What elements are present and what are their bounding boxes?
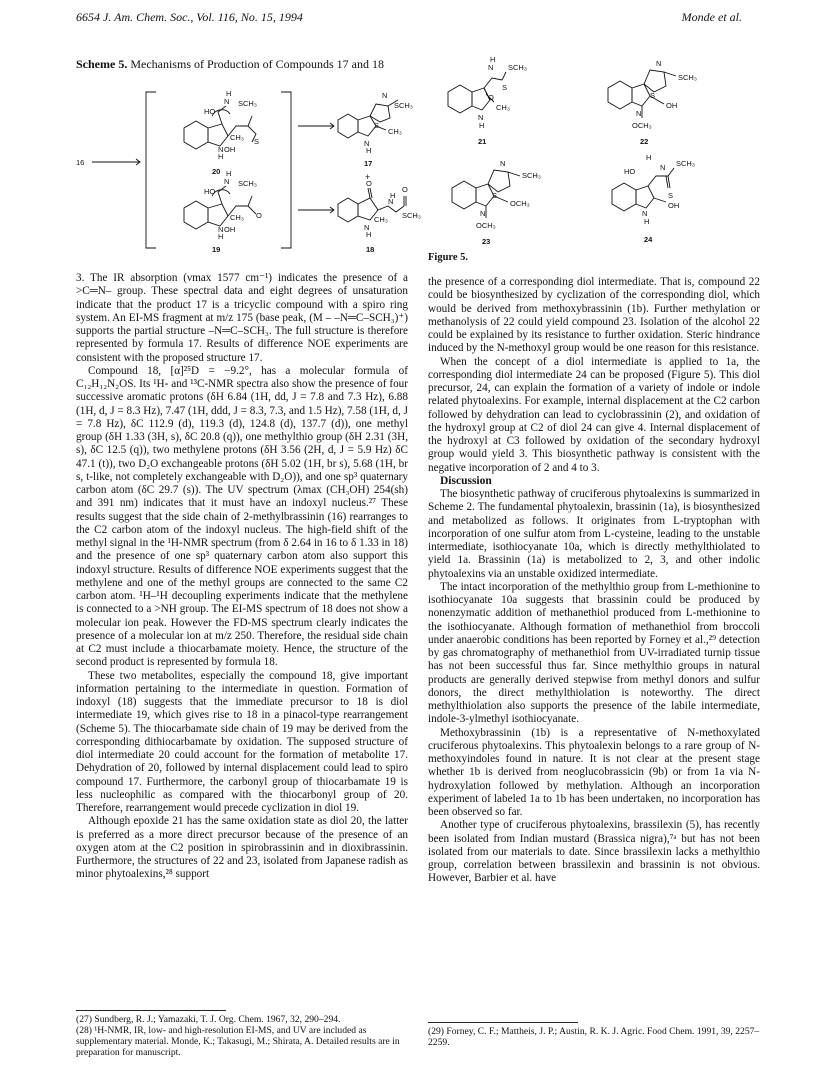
- atom-label: O: [366, 179, 372, 188]
- atom-label: N: [388, 197, 394, 206]
- paragraph: Compound 18, [α]²⁵D = −9.2°, has a molecular formula of C₁₂H₁₂N₂OS. Its ¹H- and ¹³C-NMR spectra also show the presence of four successive aromatic protons (δH 6.84 (1H, dd, J = 7.8 and 7.3 Hz), 6.88 (1H, d, J = 8.3 Hz), 7.47 (1H, ddd, J = 8.3, 7.3, and 1.5 Hz), 7.58 (1H, d, J = 7.8 Hz), δC 112.9 (d), 119.3 (d), 124.8 (d), 137.7 (d)), one methyl group (δH 1.33 (3H, s), δC 20.8 (q)), one methylthio group (δH 2.31 (3H, s), δC 12.5 (q)), two methylene protons (δH 3.56 (2H, d, J = 5.9 Hz) δC 47.1 (t)), two D₂O exchangeable protons (δH 5.02 (1H, br s), 5.68 (1H, br s, t-like, not completely exchangeable with D₂O)), and one sp³ quaternary carbon atom (δC 29.7 (s)). The UV spectrum (λmax (CH₃OH) 254(sh) and 391 nm) indicates that it must have an indoxyl nucleus.²⁷ These results suggest that the side chain of 2-methylbrassinin (16) rearranges to the C2 carbon atom of the indoxyl nucleus. The high-field shift of the methyl signal in the ¹H-NMR spectrum (from δ 2.64 in 16 to δ 1.33 in 18) and the presence of one sp³ quaternary carbon atom also support this indoxyl structure. Results of difference NOE experiments suggest that the methylene and one of the methyl groups are connected to the same C2 carbon atom. ¹H–¹H decoupling experiments indicate that the methylene is connected to a >NH group. The EI-MS spectrum of 18 does not show a molecular ion peak. However the FD-MS spectrum clearly indicates the presence of a molecular ion at m/z 250. Therefore, the residual side chain at C2 must include a thiocarbamate moiety. Hence, the structure of the second product is represented by formula 18.: [76, 364, 408, 669]
- running-header-authors: Monde et al.: [681, 10, 742, 24]
- atom-label: N: [642, 209, 648, 218]
- figure-caption: Figure 5.: [428, 252, 469, 263]
- atom-label: OCH₃: [510, 199, 530, 208]
- compound-16-label: 16: [76, 158, 85, 167]
- atom-label: S: [668, 191, 674, 200]
- compound-21-label: 21: [478, 137, 487, 146]
- atom-label: SCH₃: [238, 99, 257, 108]
- atom-label: S: [650, 91, 656, 100]
- structure-23: [452, 159, 541, 246]
- paragraph: Methoxybrassinin (1b) is a representative of N-methoxylated cruciferous phytoalexins. This phytoalexin belongs to a rare group of N-methoxyindoles found in nature. It is not clear at the present stage whether 1b is derived from neoglucobrassicin (9b) or from 1a via N-hydroxylation followed by methylation. Although an incorporation experiment of labeled 1a to 1b has been undertaken, no incorporation has been observed so far.: [428, 726, 760, 818]
- figure-5-diagram: [428, 52, 748, 248]
- scheme-title: Mechanisms of Production of Compounds 17 and 18: [130, 57, 384, 71]
- atom-label: HO: [624, 167, 636, 176]
- atom-label: H: [366, 146, 372, 155]
- paragraph: When the concept of a diol intermediate is applied to 1a, the corresponding diol intermediate 24 can be proposed (Figure 5). This diol precursor, 24, can explain the formation of a variety of indole or indole related phytoalexins. For example, internal displacement at the C2 carbon followed by dehydration can lead to cyclobrassinin (2), and oxidation of the hydroxyl group at C2 of diol 24 can give 4. Internal displacement of the hydroxyl at C3 followed by oxidation of the secondary hydroxyl group would yield 3. This biosynthetic pathway is consistent with the negative incorporation of 2 and 4 to 3.: [428, 355, 760, 474]
- atom-label: OH: [666, 101, 678, 110]
- paragraph: the presence of a corresponding diol intermediate. That is, compound 22 could be biosynthesized by cyclization of the corresponding diol, which would be derived from methoxybrassinin (1b). Further methylation or methanolysis of 22 could yield compound 23. Isolation of the alcohol 22 could be explained by its resistance to further oxidation. Steric hindrance induced by the N-methoxyl group would be one reason for this resistance.: [428, 276, 760, 355]
- paragraph: Although epoxide 21 has the same oxidation state as diol 20, the latter is preferred as a more direct precursor because of the presence of an oxygen atom at the C2 position in spirobrassinin and in dioxibrassinin. Furthermore, the structures of 22 and 23, isolated from Japanese radish as minor phytoalexins,²⁸ support: [76, 815, 408, 881]
- structure-18: [338, 179, 421, 254]
- atom-label: N: [500, 159, 506, 168]
- structure-22: [608, 59, 697, 146]
- atom-label: CH₃: [230, 213, 244, 222]
- atom-label: S: [254, 137, 260, 146]
- scheme-5-diagram: [76, 86, 421, 258]
- atom-label: S: [374, 121, 380, 130]
- atom-label: S: [502, 83, 508, 92]
- atom-label: O: [256, 211, 262, 220]
- atom-label: CH₃: [496, 103, 510, 112]
- scheme-label: Scheme 5.: [76, 57, 128, 71]
- running-header: 6654 J. Am. Chem. Soc., Vol. 116, No. 15, 1994: [76, 10, 303, 24]
- structure-24: [612, 153, 695, 244]
- compound-18-label: 18: [366, 245, 375, 254]
- footnote-rule: [428, 1022, 578, 1023]
- compound-24-label: 24: [644, 235, 653, 244]
- atom-label: SCH₃: [394, 101, 413, 110]
- atom-label: H: [226, 169, 232, 178]
- atom-label: O: [488, 93, 494, 102]
- atom-label: N: [364, 139, 370, 148]
- atom-label: N: [488, 63, 494, 72]
- atom-label: OCH₃: [632, 121, 652, 130]
- footnote-rule: [76, 1010, 226, 1011]
- footnote: (28) ¹H-NMR, IR, low- and high-resolution EI-MS, and UV are included as supplementary material. Monde, K.; Takasugi, M.; Shirata, A. Detailed results are in preparation for manuscript.: [76, 1025, 400, 1058]
- atom-label: CH₃: [388, 127, 402, 136]
- atom-label: SCH₃: [508, 63, 527, 72]
- scheme-caption: [76, 58, 406, 71]
- structure-17: [338, 91, 413, 182]
- compound-19-label: 19: [212, 245, 221, 254]
- atom-label: N: [478, 113, 484, 122]
- atom-label: OH: [224, 225, 236, 234]
- footnote: (29) Forney, C. F.; Mattheis, J. P.; Austin, R. K. J. Agric. Food Chem. 1991, 39, 2257–2259.: [428, 1026, 760, 1048]
- atom-label: H: [218, 232, 224, 241]
- atom-label: N: [218, 225, 224, 234]
- atom-label: O: [402, 185, 408, 194]
- atom-label: N: [660, 163, 666, 172]
- section-heading: Discussion: [440, 474, 492, 487]
- compound-23-label: 23: [482, 237, 491, 246]
- atom-label: OCH₃: [476, 221, 496, 230]
- atom-label: H: [390, 191, 396, 200]
- plus-sign: +: [365, 172, 371, 182]
- atom-label: N: [656, 59, 662, 68]
- atom-label: S: [492, 191, 498, 200]
- atom-label: H: [366, 230, 372, 239]
- atom-label: H: [218, 152, 224, 161]
- atom-label: SCH₃: [238, 179, 257, 188]
- bracket-left: [146, 92, 156, 248]
- atom-label: N: [224, 97, 230, 106]
- atom-label: H: [490, 55, 496, 64]
- structure-21: [448, 55, 527, 146]
- right-footnotes: [428, 1022, 760, 1048]
- atom-label: SCH₃: [402, 211, 421, 220]
- atom-label: H: [479, 121, 485, 130]
- atom-label: H: [644, 217, 650, 226]
- atom-label: CH₃: [230, 133, 244, 142]
- atom-label: N: [224, 177, 230, 186]
- paragraph: The biosynthetic pathway of cruciferous phytoalexins is summarized in Scheme 2. The fundamental phytoalexin, brassinin (1a), is biosynthesized and metabolized as follows. It originates from L-tryptophan with incorporation of one sulfur atom from L-cysteine, leading to the unstable intermediate, isothiocyanate 10a, which is directly methylthiolated to yield 1a. Brassinin (1a) is metabolized to 2, 3, and other indolic phytoalexins via an unstable oxidized intermediate.: [428, 488, 761, 580]
- atom-label: OH: [224, 145, 236, 154]
- atom-label: N: [636, 109, 642, 118]
- atom-label: H: [646, 153, 652, 162]
- atom-label: SCH₃: [676, 159, 695, 168]
- atom-label: HO: [204, 187, 216, 196]
- compound-20-label: 20: [212, 167, 221, 176]
- atom-label: SCH₃: [522, 171, 541, 180]
- atom-label: N: [480, 209, 486, 218]
- atom-label: HO: [204, 107, 216, 116]
- atom-label: SCH₃: [678, 73, 697, 82]
- right-column: [428, 276, 760, 886]
- structure-20: [184, 89, 259, 176]
- paragraph: The intact incorporation of the methylthio group from L-methionine to isothiocyanate 10a suggests that brassinin could be produced by nonenzymatic addition of methanethiol produced from L-methionine to the isothiocyanate. Although formation of methanethiol from broccoli under anaerobic conditions has been reported by Forney et al.,²⁹ detection by gas chromatography of methanethiol from UV-irradiated turnip tissue has not been successful thus far. Since methylthio groups in natural products are generally derived stepwise from methyl donors and sulfur donors, the direct methylthiolation is noteworthy. The direct methylthiolation also supports the presence of the labile intermediate, indole-3-ylmethyl isothiocyanate.: [428, 580, 760, 726]
- paragraph: Another type of cruciferous phytoalexins, brassilexin (5), has recently been isolated from Indian mustard (Brassica nigra),⁷ᵃ but has not been isolated from our materials to date. Since brassilexin lacks a methylthio group, correlation between brassilexin and brassinin is not obvious. However, Barbier et al. have: [428, 819, 760, 885]
- atom-label: OH: [668, 201, 680, 210]
- atom-label: N: [218, 145, 224, 154]
- compound-17-label: 17: [364, 159, 373, 168]
- compound-22-label: 22: [640, 137, 649, 146]
- left-footnotes: [76, 1010, 408, 1058]
- paragraph: 3. The IR absorption (νmax 1577 cm⁻¹) indicates the presence of a >C═N– group. These spectral data and eight degrees of unsaturation indicate that the product 17 is a tricyclic compound with a spiro ring system. An EI-MS fragment at m/z 175 (base peak, (M – –N═C–SCH₃)⁺) supports the partial structure –N═C–SCH₃. The full structure is therefore represented by formula 17. Results of difference NOE experiments are consistent with the proposed structure 17.: [76, 272, 408, 364]
- paragraph: These two metabolites, especially the compound 18, give important information pertaining to the intermediate in question. Formation of indoxyl (18) suggests that the immediate precursor to 18 is diol intermediate 19, which gives rise to 18 in a pinacol-type rearrangement (Scheme 5). The thiocarbamate side chain of 19 may be derived from the corresponding dithiocarbamate by oxidation. The supposed structure of diol intermediate 20 could account for the formation of metabolite 17. Dehydration of 20, followed by internal displacement could lead to spiro compound 17. Furthermore, the carbonyl group of thiocarbamate 19 is less nucleophilic as compared with the thiocarbonyl group of 20. Therefore, rearrangement would precede cyclization in diol 19.: [76, 669, 408, 814]
- structure-19: [184, 169, 262, 254]
- atom-label: N: [382, 91, 388, 100]
- atom-label: H: [226, 89, 232, 98]
- bracket-right: [281, 92, 291, 248]
- footnote: (27) Sundberg, R. J.; Yamazaki, T. J. Org. Chem. 1967, 32, 290–294.: [76, 1014, 341, 1025]
- atom-label: N: [364, 223, 370, 232]
- left-column: [76, 272, 408, 882]
- atom-label: CH₃: [374, 215, 388, 224]
